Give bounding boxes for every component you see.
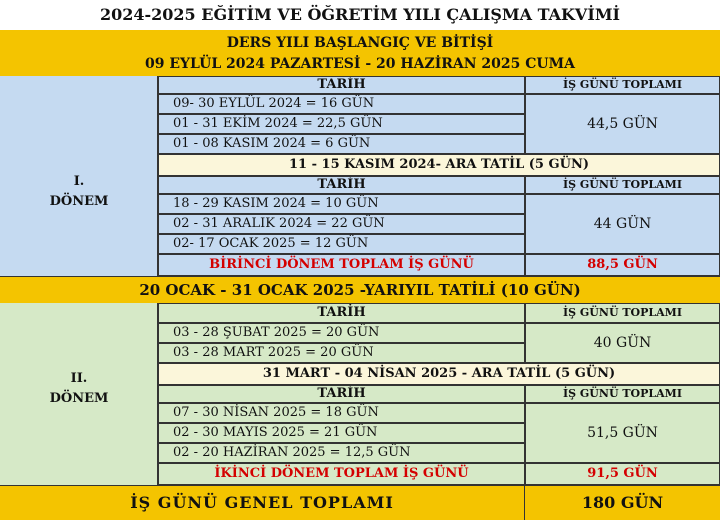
p1-sum-label: BİRİNCİ DÖNEM TOPLAM İŞ GÜNÜ <box>158 254 525 276</box>
p1-b1-row: 01 - 08 KASIM 2024 = 6 GÜN <box>158 134 525 154</box>
grand-total-label: İŞ GÜNÜ GENEL TOPLAMI <box>0 486 525 520</box>
p2-mid-break: 31 MART - 04 NİSAN 2025 - ARA TATİL (5 GÜN) <box>158 363 720 385</box>
p1-b1-total: 44,5 GÜN <box>525 94 720 154</box>
period-2-roman: II. <box>70 371 88 386</box>
school-year-dates: 09 EYLÜL 2024 PAZARTESİ - 20 HAZİRAN 2025 CUMA <box>145 56 575 72</box>
p2-b1-total-header: İŞ GÜNÜ TOPLAMI <box>525 303 720 323</box>
period-2-word: DÖNEM <box>49 391 109 406</box>
p1-mid-break: 11 - 15 KASIM 2024- ARA TATİL (5 GÜN) <box>158 154 720 176</box>
school-year-header <box>0 30 720 77</box>
p2-b2-row: 02 - 30 MAYIS 2025 = 21 GÜN <box>158 423 525 443</box>
p1-b2-row: 02- 17 OCAK 2025 = 12 GÜN <box>158 234 525 254</box>
p2-b1-row: 03 - 28 MART 2025 = 20 GÜN <box>158 343 525 363</box>
period-2-label <box>0 369 158 409</box>
school-year-label: DERS YILI BAŞLANGIÇ VE BİTİŞİ <box>226 35 494 51</box>
p2-b1-row: 03 - 28 ŞUBAT 2025 = 20 GÜN <box>158 323 525 343</box>
p2-sum-label: İKİNCİ DÖNEM TOPLAM İŞ GÜNÜ <box>158 463 525 485</box>
p1-b2-row: 02 - 31 ARALIK 2024 = 22 GÜN <box>158 214 525 234</box>
p1-sum-value: 88,5 GÜN <box>525 254 720 276</box>
p1-b1-date-header: TARİH <box>158 76 525 94</box>
period-1-word: DÖNEM <box>49 194 109 209</box>
period-1-roman: I. <box>73 174 85 189</box>
p2-b1-total: 40 GÜN <box>525 323 720 363</box>
p1-b2-row: 18 - 29 KASIM 2024 = 10 GÜN <box>158 194 525 214</box>
p1-b1-total-header: İŞ GÜNÜ TOPLAMI <box>525 76 720 94</box>
calendar-table <box>0 30 720 519</box>
p1-b1-row: 09- 30 EYLÜL 2024 = 16 GÜN <box>158 94 525 114</box>
p2-b2-date-header: TARİH <box>158 385 525 403</box>
p1-b2-date-header: TARİH <box>158 176 525 194</box>
p2-b2-row: 02 - 20 HAZİRAN 2025 = 12,5 GÜN <box>158 443 525 463</box>
p1-b2-total-header: İŞ GÜNÜ TOPLAMI <box>525 176 720 194</box>
grand-total-row <box>0 485 720 520</box>
p2-b2-total-header: İŞ GÜNÜ TOPLAMI <box>525 385 720 403</box>
p1-b1-row: 01 - 31 EKİM 2024 = 22,5 GÜN <box>158 114 525 134</box>
p2-b1-date-header: TARİH <box>158 303 525 323</box>
grand-total-value: 180 GÜN <box>581 493 664 512</box>
semester-break: 20 OCAK - 31 OCAK 2025 -YARIYIL TATİLİ (10 GÜN) <box>0 276 720 305</box>
p2-b2-row: 07 - 30 NİSAN 2025 = 18 GÜN <box>158 403 525 423</box>
period-2-side <box>0 303 158 494</box>
p1-b2-total: 44 GÜN <box>525 194 720 254</box>
p2-sum-value: 91,5 GÜN <box>525 463 720 485</box>
period-1-label <box>0 172 158 212</box>
p2-b2-total: 51,5 GÜN <box>525 403 720 463</box>
page-title: 2024-2025 EĞİTİM VE ÖĞRETİM YILI ÇALIŞMA TAKVİMİ <box>99 5 621 24</box>
